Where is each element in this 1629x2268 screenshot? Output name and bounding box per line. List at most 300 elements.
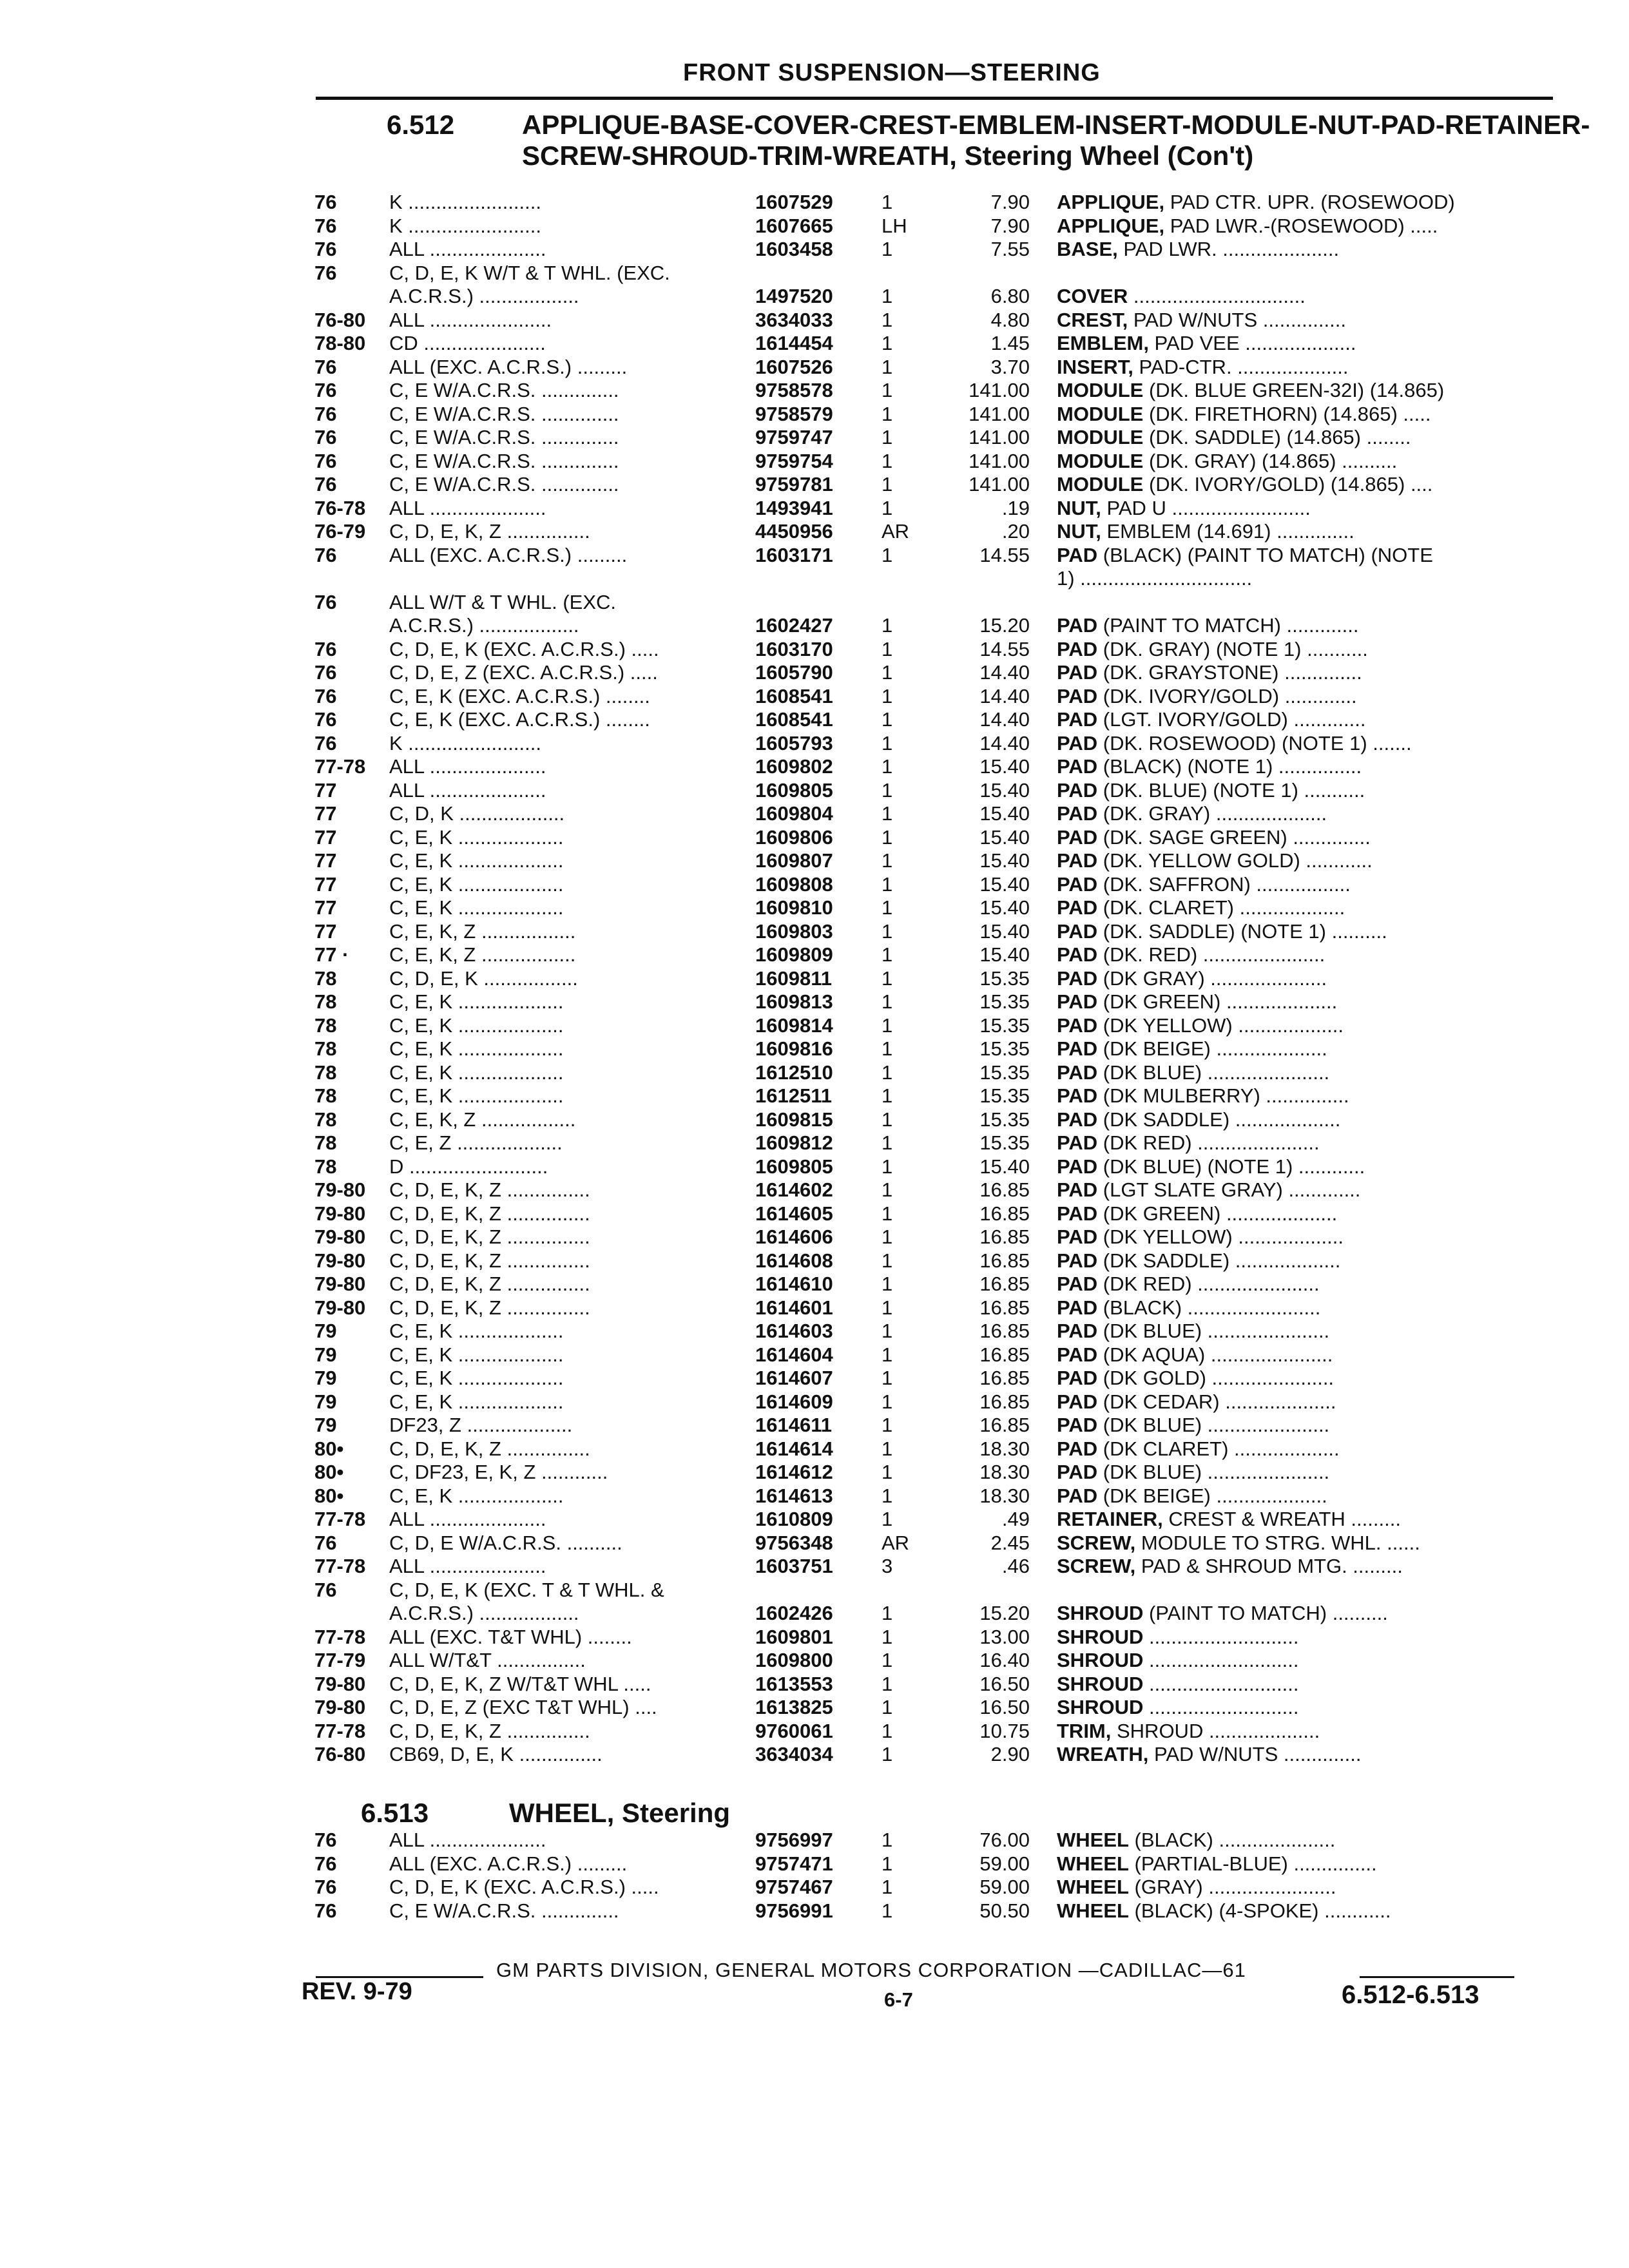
part-number: 1614608 [755, 1249, 833, 1272]
quantity: 1 [882, 919, 893, 943]
model-year: 78 [314, 1131, 337, 1154]
part-number: 9756348 [755, 1531, 833, 1554]
model-year: 79-80 [314, 1696, 366, 1718]
description-text: (DK BLUE) ...................... [1097, 1061, 1330, 1084]
part-number: 1614613 [755, 1484, 833, 1507]
description-text: (DK GRAY) ..................... [1097, 966, 1327, 990]
quantity: 1 [882, 1672, 893, 1695]
table-row [0, 1579, 1547, 1602]
application: K ........................ [389, 214, 541, 237]
description-text: EMBLEM (14.691) .............. [1101, 520, 1354, 543]
description [1057, 1626, 1521, 1649]
model-year: 79-80 [314, 1249, 366, 1272]
model-year: 79-80 [314, 1672, 366, 1695]
part-keyword: PAD [1057, 1390, 1098, 1413]
description [1057, 1225, 1521, 1249]
price: 7.90 [990, 214, 1030, 237]
table-row [0, 262, 1547, 285]
description-text: (DK GOLD) ...................... [1097, 1367, 1335, 1389]
description-text: (DK. SAGE GREEN) .............. [1097, 825, 1371, 849]
part-number: 1607529 [755, 191, 833, 213]
application: K ........................ [389, 191, 541, 213]
part-keyword: PAD [1057, 1202, 1098, 1225]
model-year: 77 [314, 825, 337, 849]
description-text: PAD VEE .................... [1148, 332, 1356, 354]
quantity: 1 [882, 308, 893, 331]
part-number: 1493941 [755, 496, 833, 519]
price: 50.50 [979, 1899, 1030, 1922]
part-number: 1614605 [755, 1202, 833, 1225]
description [1057, 356, 1521, 379]
price: 6.80 [990, 285, 1030, 307]
part-keyword: NUT, [1057, 520, 1101, 543]
part-keyword: MODULE [1057, 473, 1144, 495]
description [1057, 967, 1521, 990]
price: 14.55 [979, 637, 1030, 660]
price: 18.30 [979, 1437, 1030, 1460]
table-row [0, 1343, 1547, 1367]
price: 16.85 [979, 1202, 1030, 1225]
quantity: 1 [882, 966, 893, 990]
description [1057, 1084, 1521, 1108]
model-year: 76 [314, 238, 337, 260]
application: ALL W/T&T ................ [389, 1649, 586, 1671]
model-year: 76 [314, 590, 337, 613]
price: 1.45 [990, 332, 1030, 354]
part-keyword: PAD [1057, 1296, 1098, 1319]
model-year: 77-78 [314, 1555, 366, 1577]
description [1057, 1131, 1521, 1155]
description [1057, 943, 1521, 966]
model-year: 76 [314, 449, 337, 472]
table-row [0, 591, 1547, 614]
part-keyword: PAD [1057, 1084, 1098, 1107]
application: C, E, K ................... [389, 872, 564, 896]
part-number: 3634033 [755, 308, 833, 331]
price: 15.40 [979, 919, 1030, 943]
description-text: (DK RED) ...................... [1097, 1131, 1320, 1154]
part-keyword: PAD [1057, 1437, 1098, 1460]
description [1057, 1273, 1521, 1296]
application: C, E W/A.C.R.S. .............. [389, 473, 619, 495]
quantity: 1 [882, 778, 893, 802]
part-keyword: CREST, [1057, 308, 1128, 331]
quantity: 1 [882, 849, 893, 872]
model-year: 78 [314, 990, 337, 1013]
application: C, E, K ................... [389, 1320, 564, 1342]
description-text: ........................... [1143, 1672, 1299, 1695]
part-keyword: PAD [1057, 1037, 1098, 1060]
application: C, D, E, K, Z ............... [389, 520, 590, 543]
table-row [0, 1225, 1547, 1249]
price: 76.00 [979, 1829, 1030, 1851]
description-text: (DK. FIRETHORN) (14.865) ..... [1143, 402, 1431, 425]
quantity: 1 [882, 1829, 893, 1851]
model-year: 76 [314, 1899, 337, 1922]
part-number: 1609805 [755, 778, 833, 802]
application: ALL W/T & T WHL. (EXC. [389, 590, 616, 613]
application: C, D, E, K (EXC. A.C.R.S.) ..... [389, 1876, 659, 1898]
description [1057, 896, 1521, 919]
table-row [0, 473, 1547, 496]
quantity: 1 [882, 238, 893, 260]
quantity: 1 [882, 285, 893, 307]
application: ALL (EXC. A.C.R.S.) ......... [389, 355, 628, 378]
price: 141.00 [969, 402, 1030, 425]
part-number: 9759754 [755, 449, 833, 472]
price: 15.40 [979, 778, 1030, 802]
price: 13.00 [979, 1625, 1030, 1648]
application: C, E, K ................... [389, 1084, 564, 1107]
model-year: 78 [314, 1037, 337, 1060]
description [1057, 1555, 1521, 1578]
part-keyword: MODULE [1057, 379, 1144, 401]
part-number: 9756991 [755, 1899, 833, 1922]
description [1057, 379, 1521, 402]
description-text: PAD LWR.-(ROSEWOOD) ..... [1164, 214, 1438, 237]
model-year: 76 [314, 661, 337, 684]
model-year: 77 [314, 919, 337, 943]
table-row [0, 309, 1547, 332]
description [1057, 1743, 1521, 1766]
table-row [0, 1626, 1547, 1649]
price: 15.40 [979, 1155, 1030, 1178]
application: C, D, E, K, Z ............... [389, 1178, 590, 1201]
application: C, E, K ................... [389, 849, 564, 872]
part-number: 9756997 [755, 1829, 833, 1851]
application: C, E, K ................... [389, 1061, 564, 1084]
description-text: (DK. GRAY) (14.865) .......... [1143, 449, 1398, 472]
quantity: 1 [882, 990, 893, 1013]
application: C, E, K (EXC. A.C.R.S.) ........ [389, 708, 650, 731]
table-row [0, 356, 1547, 379]
part-number: 4450956 [755, 520, 833, 543]
description-text: (DK BEIGE) .................... [1097, 1037, 1327, 1060]
description-text: (DK. IVORY/GOLD) ............. [1097, 684, 1357, 707]
description [1057, 450, 1521, 473]
part-number: 1609815 [755, 1108, 833, 1131]
price: 16.85 [979, 1178, 1030, 1201]
application: C, D, E, K, Z ............... [389, 1296, 590, 1319]
price: 10.75 [979, 1719, 1030, 1742]
quantity: 1 [882, 1343, 893, 1366]
table-row [0, 732, 1547, 755]
description [1057, 1508, 1521, 1531]
part-number: 1605790 [755, 661, 833, 684]
model-year: 78 [314, 1014, 337, 1037]
description [1057, 849, 1521, 872]
description [1057, 826, 1521, 849]
price: 141.00 [969, 379, 1030, 401]
description-text: CREST & WREATH ......... [1162, 1508, 1401, 1530]
section-number: 6.513 [361, 1798, 429, 1828]
price: 15.35 [979, 1037, 1030, 1060]
table-row [0, 1743, 1547, 1766]
price: 15.40 [979, 849, 1030, 872]
table-row [0, 1061, 1547, 1084]
model-year: 77-79 [314, 1649, 366, 1671]
part-keyword: BASE, [1057, 238, 1118, 260]
part-keyword: SHROUD [1057, 1672, 1144, 1695]
quantity: 1 [882, 1273, 893, 1295]
description [1057, 1343, 1521, 1367]
part-keyword: WHEEL [1057, 1829, 1129, 1851]
model-year: 79-80 [314, 1225, 366, 1248]
quantity: 1 [882, 1852, 893, 1875]
model-year: 76 [314, 261, 337, 284]
table-row [0, 332, 1547, 355]
application: ALL ..................... [389, 496, 546, 519]
part-keyword: MODULE [1057, 402, 1144, 425]
price: 15.40 [979, 825, 1030, 849]
model-year: 76 [314, 543, 337, 566]
quantity: 1 [882, 543, 893, 566]
price: 141.00 [969, 426, 1030, 448]
part-number: 1609800 [755, 1649, 833, 1671]
part-keyword: MODULE [1057, 449, 1144, 472]
table-row [0, 520, 1547, 543]
description [1057, 1367, 1521, 1390]
description-text: (DK SADDLE) ................... [1097, 1249, 1341, 1272]
part-number: 1614607 [755, 1367, 833, 1389]
price: 15.35 [979, 1108, 1030, 1131]
part-number: 9758578 [755, 379, 833, 401]
part-keyword: WHEEL [1057, 1899, 1129, 1922]
part-number: 1609808 [755, 872, 833, 896]
description [1057, 1461, 1521, 1484]
application: ALL ..................... [389, 1555, 546, 1577]
table-row [0, 755, 1547, 778]
description [1057, 873, 1521, 896]
part-number: 1614454 [755, 332, 833, 354]
part-number: 1613553 [755, 1672, 833, 1695]
part-number: 1603171 [755, 543, 833, 566]
price: 16.40 [979, 1649, 1030, 1671]
table-row [0, 1673, 1547, 1696]
table-row [0, 1899, 1547, 1923]
description-text: (BLACK) (4-SPOKE) ............ [1128, 1899, 1391, 1922]
part-keyword: PAD [1057, 990, 1098, 1013]
description-text: ........................... [1143, 1625, 1299, 1648]
price: 141.00 [969, 449, 1030, 472]
description [1057, 1437, 1521, 1461]
description-text: ............................... [1128, 285, 1306, 307]
description [1057, 1485, 1521, 1508]
price: 15.40 [979, 872, 1030, 896]
table-row [0, 1602, 1547, 1625]
application: C, E, K ................... [389, 1343, 564, 1366]
part-number: 9759781 [755, 473, 833, 495]
part-number: 1614610 [755, 1273, 833, 1295]
application: A.C.R.S.) .................. [389, 285, 579, 307]
description-text: (DK BLUE) ...................... [1097, 1461, 1330, 1483]
quantity: 1 [882, 402, 893, 425]
page-header: FRONT SUSPENSION—STEERING [683, 59, 1101, 86]
part-number: 1609813 [755, 990, 833, 1013]
description-text: ........................... [1143, 1696, 1299, 1718]
price: 2.90 [990, 1743, 1030, 1765]
part-keyword: PAD [1057, 755, 1098, 778]
part-number: 1614602 [755, 1178, 833, 1201]
quantity: 1 [882, 802, 893, 825]
table-row [0, 403, 1547, 426]
quantity: 1 [882, 1390, 893, 1413]
price: 15.40 [979, 755, 1030, 778]
table-row [0, 873, 1547, 896]
quantity: 1 [882, 1508, 893, 1530]
application: C, D, E, K (EXC. T & T WHL. & [389, 1578, 664, 1601]
description-text: (DK. BLUE) (NOTE 1) ........... [1097, 778, 1365, 802]
quantity: 1 [882, 1108, 893, 1131]
table-row [0, 1014, 1547, 1037]
table-row [0, 1696, 1547, 1719]
description [1057, 309, 1521, 332]
model-year: 79 [314, 1414, 337, 1436]
part-number: 9757471 [755, 1852, 833, 1875]
part-keyword: SHROUD [1057, 1602, 1144, 1624]
application: ALL ..................... [389, 1508, 546, 1530]
description-text: (DK YELLOW) ................... [1097, 1225, 1344, 1248]
header-rule [316, 97, 1553, 100]
part-keyword: PAD [1057, 1343, 1098, 1366]
application: D ......................... [389, 1155, 548, 1178]
application: C, E, K ................... [389, 1484, 564, 1507]
model-year: 77 [314, 802, 337, 825]
quantity: 1 [882, 1899, 893, 1922]
description [1057, 1108, 1521, 1131]
quantity: 1 [882, 1084, 893, 1107]
part-number: 1609807 [755, 849, 833, 872]
model-year: 76-80 [314, 1743, 366, 1765]
description-text: (PAINT TO MATCH) .......... [1143, 1602, 1388, 1624]
application: C, D, K ................... [389, 802, 565, 825]
application: ALL (EXC. A.C.R.S.) ......... [389, 1852, 628, 1875]
model-year: 76 [314, 684, 337, 707]
application: C, E W/A.C.R.S. .............. [389, 426, 619, 448]
description-text: (DK. GRAY) .................... [1097, 802, 1327, 825]
part-number: 1609804 [755, 802, 833, 825]
quantity: 1 [882, 943, 893, 966]
model-year: 76-78 [314, 496, 366, 519]
table-row [0, 943, 1547, 966]
price: 16.85 [979, 1273, 1030, 1295]
part-number: 1609814 [755, 1014, 833, 1037]
price: 16.50 [979, 1672, 1030, 1695]
quantity: 1 [882, 661, 893, 684]
table-row [0, 215, 1547, 238]
part-keyword: APPLIQUE, [1057, 191, 1165, 213]
part-keyword: PAD [1057, 825, 1098, 849]
application: C, D, E, K, Z ............... [389, 1437, 590, 1460]
part-keyword: PAD [1057, 1461, 1098, 1483]
part-number: 1614612 [755, 1461, 833, 1483]
model-year: 78-80 [314, 332, 366, 354]
description [1057, 1249, 1521, 1273]
description-text: SHROUD .................... [1111, 1719, 1320, 1742]
part-keyword: APPLIQUE, [1057, 214, 1165, 237]
description [1057, 191, 1521, 214]
part-keyword: PAD [1057, 1131, 1098, 1154]
price: 16.85 [979, 1343, 1030, 1366]
description-text: (DK SADDLE) ................... [1097, 1108, 1341, 1131]
part-keyword: PAD [1057, 731, 1098, 754]
application: C, E, Z ................... [389, 1131, 563, 1154]
table-row [0, 1852, 1547, 1876]
quantity: 1 [882, 449, 893, 472]
part-number: 1608541 [755, 684, 833, 707]
description-text: (PAINT TO MATCH) ............. [1097, 614, 1359, 637]
application: C, D, E, K (EXC. A.C.R.S.) ..... [389, 637, 659, 660]
price: 16.85 [979, 1367, 1030, 1389]
description [1057, 332, 1521, 355]
price: 14.40 [979, 684, 1030, 707]
quantity: AR [882, 1531, 910, 1554]
model-year: 77 [314, 872, 337, 896]
quantity: 1 [882, 1225, 893, 1248]
description [1057, 755, 1521, 778]
application: C, E W/A.C.R.S. .............. [389, 379, 619, 401]
model-year: 76 [314, 214, 337, 237]
quantity: 1 [882, 191, 893, 213]
application: C, D, E, K, Z ............... [389, 1202, 590, 1225]
application: C, E, K ................... [389, 990, 564, 1013]
table-row [0, 1084, 1547, 1108]
section-title: APPLIQUE-BASE-COVER-CREST-EMBLEM-INSERT-MODULE-NUT-PAD-RETAINER-SCREW-SHROUD-TRIM-WREATH, Steering Wheel (Con't) [522, 110, 1590, 171]
price: 16.85 [979, 1320, 1030, 1342]
description-text: (DK. RED) ...................... [1097, 943, 1325, 966]
description-text: (DK. GRAY) (NOTE 1) ........... [1097, 637, 1368, 660]
table-row [0, 826, 1547, 849]
description [1057, 661, 1521, 684]
description [1057, 1649, 1521, 1672]
quantity: 1 [882, 1696, 893, 1718]
application: ALL (EXC. T&T WHL) ........ [389, 1625, 632, 1648]
model-year: 76 [314, 1876, 337, 1898]
part-number: 1614611 [755, 1414, 832, 1436]
quantity: LH [882, 214, 907, 237]
quantity: 1 [882, 684, 893, 707]
part-keyword: COVER [1057, 285, 1128, 307]
table-row [0, 1649, 1547, 1672]
model-year: 77 [314, 896, 337, 919]
application: C, D, E, K W/T & T WHL. (EXC. [389, 261, 670, 284]
table-row [0, 191, 1547, 214]
part-number: 1602426 [755, 1602, 833, 1624]
application: DF23, Z ................... [389, 1414, 573, 1436]
part-keyword: INSERT, [1057, 355, 1133, 378]
part-keyword: PAD [1057, 1014, 1098, 1037]
part-keyword: PAD [1057, 896, 1098, 919]
table-row [0, 1178, 1547, 1202]
quantity: 1 [882, 332, 893, 354]
part-keyword: PAD [1057, 1061, 1098, 1084]
quantity: 1 [882, 473, 893, 495]
description [1057, 1602, 1521, 1625]
quantity: 1 [882, 1719, 893, 1742]
table-row [0, 802, 1547, 825]
part-number: 1609806 [755, 825, 833, 849]
quantity: 1 [882, 1461, 893, 1483]
description [1057, 1673, 1521, 1696]
table-row [0, 614, 1547, 637]
description-text: PAD-CTR. .................... [1133, 355, 1349, 378]
model-year: 78 [314, 1061, 337, 1084]
model-year: 79-80 [314, 1273, 366, 1295]
part-keyword: PAD [1057, 872, 1098, 896]
section-range: 6.512-6.513 [1342, 1981, 1480, 2009]
part-keyword: PAD [1057, 637, 1098, 660]
description [1057, 990, 1521, 1014]
